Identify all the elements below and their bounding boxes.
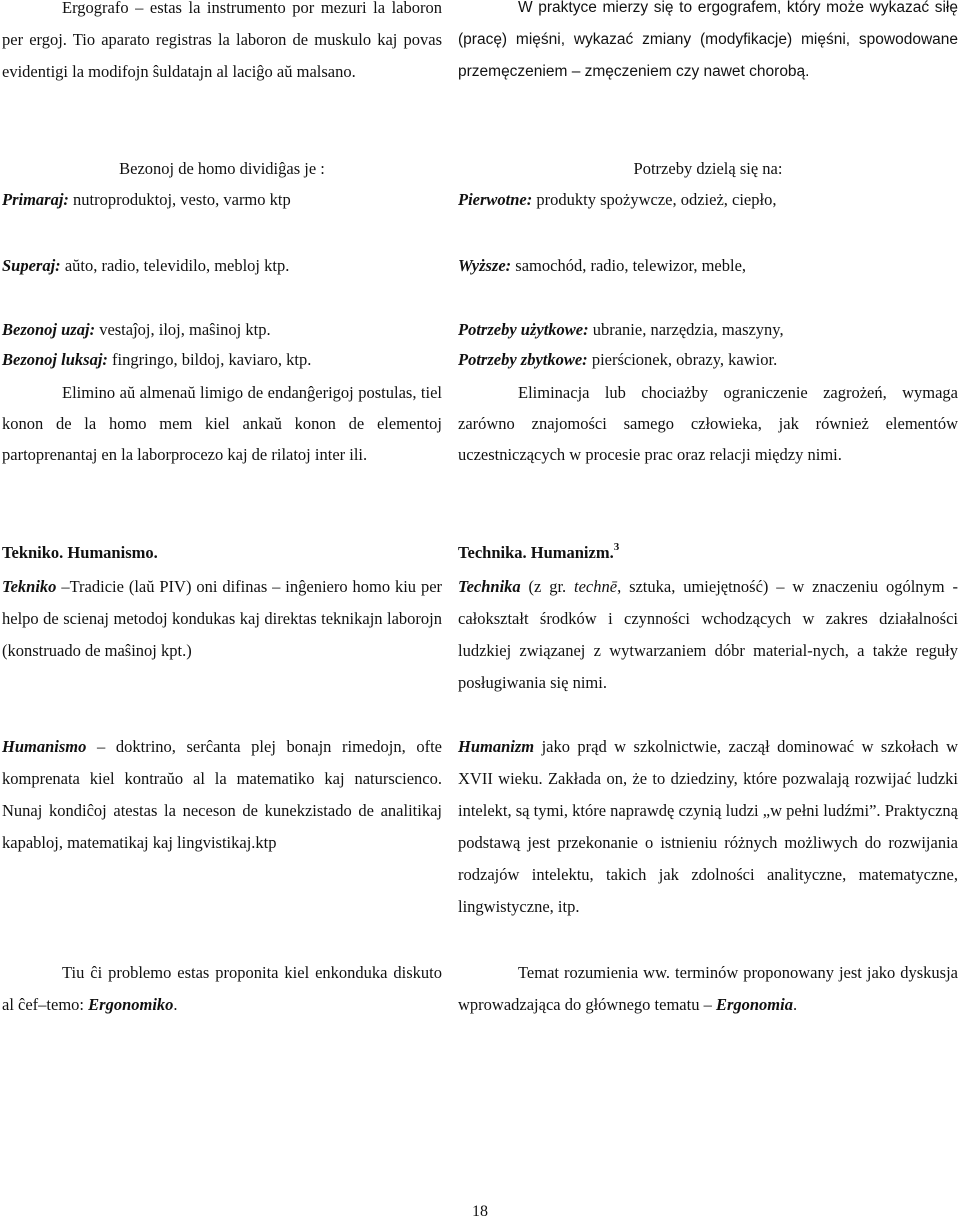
page-number: 18	[472, 1203, 488, 1220]
left-tech-paragraph	[2, 571, 442, 667]
right-needs-heading: Potrzeby dzielą się na:	[633, 159, 783, 178]
right-closing-topic: Ergonomia	[715, 995, 793, 1014]
right-closing-text: Temat rozumienia ww. terminów proponowany jest jako dyskusja wprowadzająca do głównego tematu –	[458, 963, 958, 1014]
right-tech-text: , sztuka, umiejętność) – w znaczeniu ogólnym - całokształt środków i czynności wchodzących w zakres działalności ludzkiej związanej z wytwarzaniem dóbr material-nych, a także reguły posługiwania się nimi.	[458, 577, 958, 692]
right-humanism-text: jako prąd w szkolnictwie, zaczął dominować w szkołach w XVII wieku. Zakłada on, że to dziedziny, które pozwalają rozwijać ludzki intelekt, są tymi, które naprawdę czynią ludzi „w pełni ludźmi”. Praktyczną podstawą jest przekonanie o istnieniu różnych możliwych do rozwijania rodzajów intelektu, takich jak zdolności analityczne, matematyczne, lingwistyczne, itp.	[458, 737, 959, 916]
left-intro-paragraph: Ergografo – estas la instrumento por mezuri la laboron per ergoj. Tio aparato registras la laboron de muskulo kaj povas evidentigi la modifojn ŝuldatajn al laciĝo aŭ malsano.	[2, 0, 442, 81]
right-luxury-label: Potrzeby zbytkowe:	[458, 350, 588, 369]
left-tech-title: Tekniko. Humanismo.	[2, 543, 158, 562]
right-tech-paragraph	[458, 571, 958, 699]
left-humanism-label: Humanismo	[2, 737, 87, 756]
footnote-marker: 3	[613, 541, 620, 553]
left-humanism-text: – doktrino, serĉanta plej bonajn rimedojn, ofte komprenata kiel kontraŭo al la matematiko kaj naturscienco. Nunaj kondiĉoj atestas la neceson de kunekzistado de analitikaj kapabloj, matematikaj kaj lingvistikaj.ktp	[2, 737, 442, 852]
left-tech-label: Tekniko	[2, 577, 57, 596]
left-primary-needs	[2, 184, 291, 216]
left-closing-paragraph	[2, 957, 442, 1021]
right-humanism-paragraph	[458, 731, 958, 923]
right-humanism-label: Humanizm	[458, 737, 535, 756]
left-use-needs	[2, 314, 271, 346]
right-primary-label: Pierwotne:	[458, 190, 533, 209]
right-use-label: Potrzeby użytkowe:	[458, 320, 589, 339]
left-humanism-paragraph	[2, 731, 442, 859]
left-luxury-label: Bezonoj luksaj:	[2, 350, 108, 369]
left-higher-label: Superaj:	[2, 256, 61, 275]
left-primary-text: nutroproduktoj, vesto, varmo ktp	[73, 190, 291, 209]
right-tech-title	[458, 537, 619, 569]
left-tech-text: –Tradicie (laŭ PIV) oni difinas – inĝeniero homo kiu per helpo de scienaj metodoj kondukas kaj direktas teknikajn laborojn (konstruado de maŝinoj kpt.)	[2, 577, 443, 660]
right-use-text: ubranie, narzędzia, maszyny,	[592, 320, 784, 339]
left-higher-text: aŭto, radio, televidilo, mebloj ktp.	[64, 256, 290, 275]
left-primary-label: Primaraj:	[2, 190, 69, 209]
right-elimination-paragraph: Eliminacja lub chociażby ograniczenie zagrożeń, wymaga zarówno znajomości samego człowieka, jak również elementów uczestniczących w procesie prac oraz relacji między nimi.	[458, 383, 958, 464]
right-tech-label: Technika	[458, 577, 521, 596]
right-tech-greek: technē	[574, 577, 618, 596]
right-tech-title-text: Technika. Humanizm.	[458, 543, 614, 562]
right-use-needs	[458, 314, 784, 346]
left-luxury-needs	[2, 344, 311, 376]
right-higher-text: samochód, radio, telewizor, meble,	[515, 256, 747, 275]
left-luxury-text: fingringo, bildoj, kaviaro, ktp.	[112, 350, 312, 369]
left-higher-needs	[2, 250, 289, 282]
left-use-label: Bezonoj uzaj:	[2, 320, 96, 339]
left-elimination-paragraph: Elimino aŭ almenaŭ limigo de endanĝerigoj postulas, tiel konon de la homo mem kiel ankaŭ konon de elementoj partoprenantaj en la laborprocezo kaj de rilatoj inter ili.	[2, 383, 442, 464]
right-intro-paragraph: W praktyce mierzy się to ergografem, który może wykazać siłę (pracę) mięśni, wykazać zmiany (modyfikacje) mięśni, spowodowane przemęczeniem – zmęczeniem czy nawet chorobą.	[458, 0, 958, 80]
right-closing-end: .	[792, 995, 798, 1014]
right-closing-paragraph	[458, 957, 958, 1021]
left-needs-heading: Bezonoj de homo dividiĝas je :	[119, 159, 325, 178]
left-closing-topic: Ergonomiko	[88, 995, 174, 1014]
right-higher-label: Wyższe:	[458, 256, 512, 275]
right-primary-needs	[458, 184, 776, 216]
right-higher-needs	[458, 250, 746, 282]
right-tech-pre: (z gr.	[528, 577, 567, 596]
right-luxury-needs	[458, 344, 777, 376]
left-closing-text: Tiu ĉi problemo estas proponita kiel enkonduka diskuto al ĉef–temo:	[2, 963, 442, 1014]
left-closing-end: .	[173, 995, 178, 1014]
right-luxury-text: pierścionek, obrazy, kawior.	[591, 350, 778, 369]
right-primary-text: produkty spożywcze, odzież, ciepło,	[536, 190, 777, 209]
left-use-text: vestaĵoj, iloj, maŝinoj ktp.	[99, 320, 271, 339]
